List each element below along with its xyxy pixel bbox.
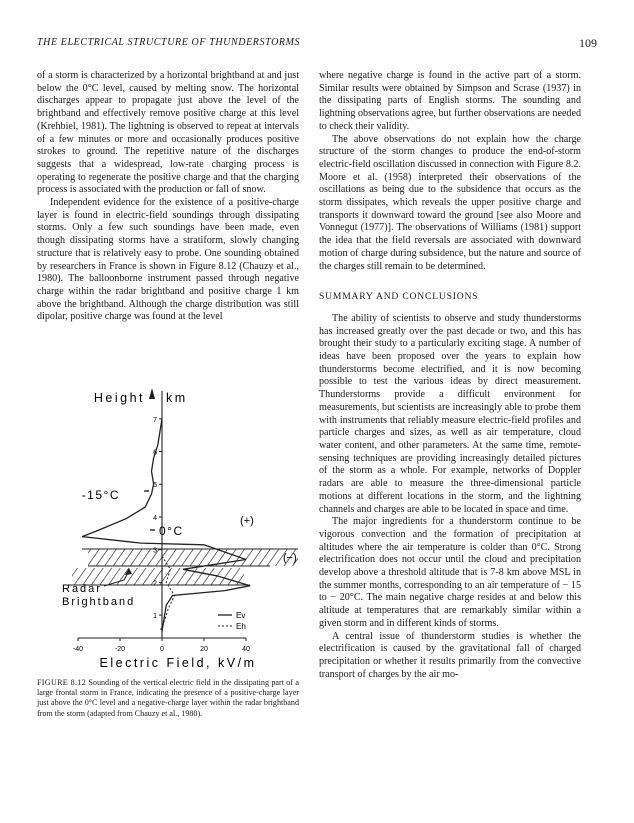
x-tick-label: -40 — [72, 646, 84, 653]
caption-label: FIGURE 8.12 — [37, 678, 87, 687]
annotation-brightband: Brightband — [62, 596, 136, 608]
legend-label-eh: Eh — [236, 622, 246, 631]
x-tick-label: 20 — [200, 646, 208, 653]
y-axis-label-unit: km — [166, 391, 188, 405]
y-tick-label: 1 — [153, 613, 157, 621]
y-tick-label: 2 — [153, 580, 157, 588]
running-head — [37, 37, 597, 53]
y-tick-label: 6 — [153, 449, 157, 457]
x-tick-label: -20 — [114, 646, 126, 653]
brightband-upper-hatch — [88, 549, 298, 566]
figure-8-12 — [60, 385, 300, 675]
electric-field-sounding-chart — [60, 385, 300, 675]
figure-caption — [37, 678, 299, 719]
x-tick-label: 40 — [242, 646, 250, 653]
paragraph: The above observations do not explain how the charge structure of the storm changes to produce the end-of-storm electric-field oscillation discussed in connection with Figure 8.2. Moore et al. (1958) interpreted their observations of the oscillations as being due to the subsidence that occurs as the storm dissipates, which reveals the upper positive charge and transports it downward toward the ground [see also Moore and Vonnegut (1977)]. The observations of Williams (1981) support the idea that the field reversals are associated with downward motion of charge during subsidence, but the nature and source of the charges still remain to be determined. — [319, 133, 581, 272]
page-number: 109 — [579, 36, 597, 50]
paragraph: of a storm is characterized by a horizontal brightband at and just below the 0°C level, caused by melting snow. The horizontal discharges appear to propagate just above the level of the brightband and effectively remove positive charge at this level (Krehbiel, 1981). The lightning is observed to repeat at intervals of a few minutes or more and occasionally produces positive strokes to ground. The repetitive nature of the discharges suggests that a widespread, low-rate charging process is operating to regenerate the positive charge and that the charging process is associated with the production or fall of snow. — [37, 70, 299, 196]
left-column — [37, 70, 299, 324]
y-tick-label: 7 — [153, 416, 157, 424]
right-column — [319, 70, 581, 681]
paragraph: The major ingredients for a thunderstorm continue to be vigorous convection and the formation of precipitation at altitudes where the air temperature is colder than 0°C. Strong electrification does not occur until the cloud and precipitation develop above a threshold altitude that is 7-8 km above MSL in the summer months, corresponding to an air temperature of − 15 to − 20°C. The main negative charge resides at and below this altitude at temperatures that are remarkably similar within a given storm and in different kinds of storms. — [319, 516, 581, 629]
annotation-radar: Radar — [62, 583, 102, 595]
x-tick-label: 0 — [160, 646, 164, 653]
annotation-zero-c: 0°C — [159, 524, 184, 538]
annotation-minus: (−) — [283, 552, 297, 564]
running-title: THE ELECTRICAL STRUCTURE OF THUNDERSTORMS — [37, 37, 301, 48]
axis-group — [73, 391, 250, 653]
y-axis-label-height: Height — [93, 391, 145, 405]
legend-label-ev: Ev — [236, 611, 246, 620]
x-axis-label: Electric Field, kV/m — [99, 656, 257, 670]
y-tick-label: 5 — [153, 482, 157, 490]
paragraph: Independent evidence for the existence of a positive-charge layer is found in electric-field soundings through dissipating storms. Only a few such soundings have been made, even though dissipating storms have a stratiform, slowly changing structure that is relatively easy to probe. One sounding obtained by researchers in France is shown in Figure 8.12 (Chauzy et al., 1980). The balloonborne instrument passed through negative charge within the radar brightband and positive charge 1 km above the brightband. Although the charge distribution was still dipolar, positive charge was found at the level — [37, 197, 299, 323]
annotation-plus: (+) — [240, 515, 254, 527]
y-tick-label: 3 — [153, 547, 157, 555]
section-heading: SUMMARY AND CONCLUSIONS — [319, 291, 479, 303]
paragraph: A central issue of thunderstorm studies is whether the electrification is caused by the gravitational fall of charged precipitation or whether it results primarily from the convective transport of charges by the air mo- — [319, 630, 581, 680]
y-axis-arrow-icon — [149, 388, 155, 399]
y-tick-label: 4 — [153, 514, 157, 522]
caption-text: Sounding of the vertical electric field in the dissipating part of a large frontal storm in France, indicating the presence of a positive-charge layer just above the 0°C level and a negative-charge layer within the radar brightband from the storm (adapted from Chauzy et al., 1980). — [37, 678, 299, 718]
annotation-minus15c: -15°C — [81, 488, 120, 502]
paragraph: where negative charge is found in the active part of a storm. Similar results were obtained by Simpson and Scrase (1937) in the dissipating parts of English storms. The sounding and lightning observations agree, but further observations are needed to check their validity. — [319, 70, 581, 132]
paragraph: The ability of scientists to observe and study thunderstorms has increased greatly over the past decade or two, and this has brought their study to a particularly exciting stage. A number of ideas have been proposed over the years to explain how thunderstorms become electrified, and it is now becoming possible to test the various ideas by direct measurement. Thunderstorms provide a difficult environment for measurements, but scientists are increasingly able to probe them with instruments that reliably measure electric-field profiles and particle charges and sizes, as well as air temperature, cloud water content, and other parameters. At the same time, remote-sensing techniques are providing increasingly detailed pictures of the storm as a whole. For example, networks of Doppler radars are able to measure the three-dimensional particle motions at different locations in the storm, and the lightning channels and charges are able to be located in space and time. — [319, 312, 581, 515]
